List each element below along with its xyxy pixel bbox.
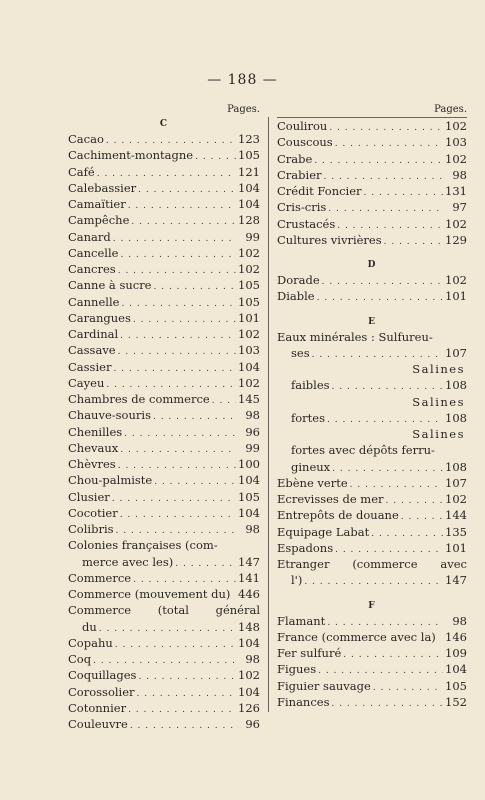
entry-term: Coq [68,652,92,666]
entry-term: Crabier [277,167,322,182]
leader-dots [120,507,236,523]
leader-dots [335,136,443,152]
entry-term: Chambres de commerce [68,392,210,406]
index-entry [277,377,467,393]
index-entry [68,684,260,700]
index-text-line: fortes avec dépôts ferru- [291,443,435,458]
leader-dots [113,361,236,377]
entry-term: Café [68,164,95,179]
leader-dots [343,647,443,663]
leader-dots [317,290,443,306]
entry-page: 105 [238,294,260,309]
index-entry [68,164,260,180]
index-text-line: Salines [412,427,465,441]
entry-page: 141 [238,570,260,585]
index-entry [68,651,260,667]
entry-page: 98 [245,522,260,536]
index-entry [68,489,260,505]
leader-dots [322,274,443,290]
entry-page: 105 [238,148,260,163]
index-entry [68,245,260,261]
index-entry [277,272,467,288]
entry-page: 104 [445,662,467,677]
entry-page: 103 [238,343,260,358]
index-entry [277,288,467,304]
entry-term: Cultures vivrières [277,232,382,247]
index-entry [68,261,260,277]
entry-term: du [82,619,97,634]
entry-page: 108 [445,378,467,393]
entry-page: 128 [238,213,260,228]
entry-term: Chevaux [68,440,119,455]
index-entry [68,619,260,635]
leader-dots [131,214,236,230]
entry-term: Colibris [68,522,114,536]
entry-term: gineux [291,459,331,474]
entry-term: Commerce (mouvement du) [68,587,231,601]
entry-page: 148 [238,619,260,634]
entry-page: 104 [238,359,260,374]
index-entry [68,277,260,293]
leader-dots [212,393,236,409]
entry-term: France (commerce avec la) [277,629,436,644]
leader-dots [331,696,443,712]
entry-term: Cayeu [68,375,105,390]
index-list [277,117,467,710]
entry-term: Commerce [68,570,132,585]
index-entry [68,586,260,602]
section-letter: D [367,260,377,270]
entry-term: Ecrevisses de mer [277,492,384,506]
entry-term: Cris-cris [277,200,327,215]
entry-page: 147 [445,573,467,588]
entry-page: 129 [445,232,467,247]
leader-dots [137,686,236,702]
entry-term: Copahu [68,635,113,650]
leader-dots [384,234,443,250]
index-entry [277,540,467,556]
index-column-left [68,103,260,732]
leader-dots [120,442,236,458]
entry-page: 105 [238,278,260,293]
entry-page: 96 [245,424,260,439]
index-entry [68,407,260,423]
leader-dots [133,312,236,328]
index-text-line: Eaux minérales : Sulfureu- [277,329,433,344]
entry-page: 104 [238,180,260,195]
entry-term: Clusier [68,489,110,504]
entry-page: 96 [245,717,260,731]
entry-page: 98 [245,652,260,666]
entry-page: 104 [238,473,260,488]
entry-page: 123 [238,132,260,146]
entry-page: 144 [445,508,467,523]
index-entry [277,507,467,523]
leader-dots [314,153,443,169]
entry-page: 102 [445,492,467,506]
index-entry [277,661,467,677]
entry-term: Finances [277,694,330,709]
leader-dots [99,621,236,637]
index-entry [68,212,260,228]
leader-dots [128,198,236,214]
entry-term: fortes [291,410,326,425]
entry-term: Couleuvre [68,717,128,731]
section-letter: F [368,600,376,611]
entry-page: 102 [445,273,467,287]
entry-page: 107 [445,475,467,490]
entry-term: Cardinal [68,327,119,341]
entry-term: Coulirou [277,119,328,133]
entry-page: 104 [238,197,260,211]
index-text-line: Colonies françaises (com- [68,538,218,553]
leader-dots [120,328,236,344]
index-entry [277,134,467,150]
entry-term: Crabe [277,151,313,166]
entry-term: Cotonnier [68,700,127,715]
entry-term: Cacao [68,132,104,146]
index-entry [277,524,467,540]
index-entry [68,326,260,342]
entry-page: 101 [238,310,260,325]
index-entry [68,359,260,375]
leader-dots [153,409,236,425]
index-entry [277,216,467,232]
entry-term: Crustacés [277,216,336,231]
index-entry [68,294,260,310]
leader-dots [304,574,443,590]
entry-page: 108 [445,459,467,474]
index-entry [277,629,467,645]
index-entry [68,310,260,326]
entry-page: 101 [445,540,467,555]
entry-term: Corossolier [68,684,135,699]
index-entry [277,491,467,507]
index-entry [68,196,260,212]
entry-term: Carangues [68,310,131,325]
entry-page: 102 [238,375,260,390]
index-entry [68,424,260,440]
entry-term: Cancelle [68,245,119,260]
leader-dots [401,509,443,525]
entry-page: 101 [445,289,467,304]
entry-term: Ebène verte [277,475,348,490]
index-entry [68,391,260,407]
entry-page: 102 [445,151,467,166]
entry-term: Entrepôts de douane [277,508,399,523]
index-entry [68,180,260,196]
index-entry [277,151,467,167]
entry-term: Coquillages [68,668,137,683]
entry-page: 135 [445,524,467,539]
leader-dots [154,474,236,490]
section-letter-c: C [159,119,169,129]
entry-term: Cannelle [68,294,120,309]
index-entry [68,342,260,358]
entry-page: 105 [238,489,260,504]
index-entry [68,440,260,456]
entry-page: 102 [445,119,467,133]
entry-page: 121 [238,164,260,179]
entry-page: 103 [445,135,467,150]
entry-page: 446 [238,587,260,601]
index-column-right [277,103,467,710]
entry-term: Chèvres [68,457,116,471]
leader-dots [138,182,236,198]
leader-dots [124,426,236,442]
leader-dots [371,526,443,542]
index-text-line: Salines [412,394,465,409]
index-entry [68,375,260,391]
index-entry [277,232,467,248]
entry-term: Cassier [68,359,112,374]
entry-term: Chou-palmiste [68,473,153,488]
leader-dots [115,637,236,653]
index-entry [277,345,467,361]
entry-page: 98 [452,613,467,628]
entry-page: 102 [238,262,260,276]
entry-page: 108 [445,410,467,425]
entry-page: 99 [245,229,260,244]
entry-page: 109 [445,646,467,660]
entry-term: Campêche [68,213,130,228]
index-entry [277,694,467,710]
index-entry [68,570,260,586]
index-entry [68,700,260,716]
entry-term: Couscous [277,135,333,150]
index-text-line: Salines [412,362,465,376]
index-entry [277,572,467,588]
entry-term: Figuier sauvage [277,678,371,693]
page-number: — 188 — [207,72,278,88]
index-entry [68,716,260,732]
index-entry [68,635,260,651]
entry-page: 107 [445,345,467,360]
leader-dots [118,344,236,360]
leader-dots [332,461,443,477]
entry-page: 147 [238,554,260,569]
entry-page: 97 [452,200,467,215]
index-entry [277,199,467,215]
entry-term: merce avec les) [82,554,174,569]
index-entry [277,167,467,183]
pages-column-header: Pages. [227,104,260,115]
entry-term: Calebassier [68,180,137,195]
entry-page: 102 [238,327,260,341]
entry-term: ses [291,345,310,360]
index-entry [277,613,467,629]
entry-term: Chauve-souris [68,408,151,423]
index-entry [68,131,260,147]
leader-dots [138,669,236,685]
entry-term: Fer sulfuré [277,646,342,660]
entry-page: 104 [238,635,260,650]
leader-dots [121,296,236,312]
entry-term: Crédit Foncier [277,184,362,198]
leader-dots [373,680,443,696]
leader-dots [154,279,237,295]
entry-page: 99 [245,440,260,455]
pages-column-header: Pages. [434,104,467,115]
entry-page: 126 [238,700,260,715]
entry-term: Cassave [68,343,116,358]
entry-term: faibles [291,378,330,393]
column-divider [268,117,269,712]
entry-term: Canne à sucre [68,278,152,293]
entry-term: Canard [68,229,111,244]
index-entry [277,117,467,134]
entry-page: 102 [238,668,260,683]
leader-dots [195,149,236,165]
entry-term: Chenilles [68,424,123,439]
leader-dots [128,702,236,718]
entry-term: Cocotier [68,505,118,520]
index-entry [68,667,260,683]
entry-page: 100 [238,457,260,471]
index-entry [277,183,467,199]
index-entry [68,456,260,472]
entry-page: 104 [238,684,260,699]
entry-page: 131 [445,184,467,198]
entry-page: 152 [445,694,467,709]
entry-term: Equipage Labat [277,524,370,539]
entry-page: 98 [452,167,467,182]
leader-dots [130,718,236,734]
index-list [68,131,260,732]
entry-term: Cancres [68,262,116,276]
index-entry [68,472,260,488]
index-entry [277,645,467,661]
index-text-line: Commerce (total général [68,603,260,618]
section-letter: E [368,316,376,327]
leader-dots [364,185,443,201]
index-entry [277,678,467,694]
leader-dots [329,120,443,136]
entry-term: Dorade [277,273,320,287]
index-text-line: Etranger (commerce avec [277,557,467,571]
entry-term: Flamant [277,613,326,628]
entry-term: Figues [277,662,317,677]
index-entry [68,229,260,245]
entry-page: 102 [445,216,467,231]
entry-page: 146 [445,629,467,644]
index-entry [277,459,467,475]
index-entry [277,410,467,426]
leader-dots [328,201,443,217]
index-entry [68,521,260,537]
entry-page: 105 [445,678,467,693]
leader-dots [120,247,236,263]
index-entry [68,505,260,521]
index-entry [68,147,260,163]
leader-dots [112,491,236,507]
entry-term: Espadons [277,540,334,555]
entry-page: 145 [238,392,260,406]
leader-dots [113,231,236,247]
entry-term: l') [291,573,303,588]
index-entry [68,554,260,570]
index-entry [277,475,467,491]
entry-page: 104 [238,505,260,520]
entry-term: Camaïtier [68,197,126,211]
entry-page: 102 [238,245,260,260]
entry-page: 98 [245,408,260,423]
entry-term: Diable [277,289,315,304]
leader-dots [175,556,236,572]
entry-term: Cachiment-montagne [68,148,194,163]
